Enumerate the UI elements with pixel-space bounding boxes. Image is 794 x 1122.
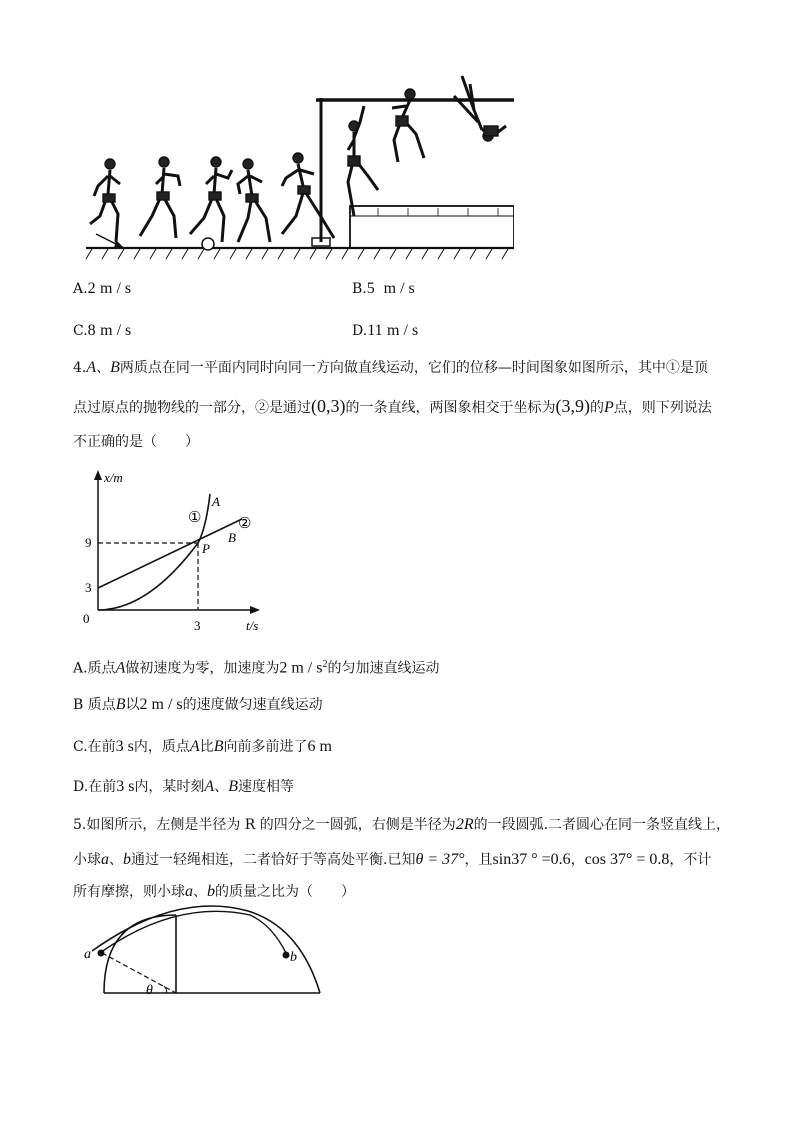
q3-option-b[interactable]: B.5 m / s [352,280,415,297]
q4-stem-line3: 不正确的是（ ） [73,434,199,450]
q3-option-d[interactable]: D.11 m / s [352,322,419,339]
high-jump-figure [78,66,514,262]
curve1-name: A [212,494,220,509]
q3-option-a[interactable]: A.2 m / s [73,280,132,297]
angle-arc [164,986,167,993]
line-b [98,519,242,588]
ball-b [283,952,290,959]
q4-xt-graph [78,466,268,638]
q3-option-c[interactable]: C.8 m / s [73,322,132,339]
ball-a [98,950,105,957]
large-arc [92,906,320,993]
label-theta: θ [146,983,153,998]
origin-label: 0 [83,611,90,626]
rope [100,911,286,953]
q4-option-c[interactable]: C.在前3 s内，质点A比B向前多前进了6 m [73,738,332,755]
x-axis-label: t/s [246,618,259,633]
label-b: b [290,950,297,965]
x-axis-arrow [250,606,260,614]
q4-option-b[interactable]: B 质点B以2 m / s的速度做匀速直线运动 [73,696,323,713]
q5-stem-line3: 所有摩擦，则小球a、b的质量之比为（ ） [73,883,355,900]
y-axis-label: x/m [104,470,123,485]
q4-stem-line2: 点过原点的抛物线的一部分，②是通过(0,3)的一条直线，两图象相交于坐标为(3,9)的P点，则下列说法 [73,396,712,416]
q4-stem-line1: 4.A、B两质点在同一平面内同时向同一方向做直线运动，它们的位移—时间图象如图所示，其中①是顶 [73,359,708,376]
q5-stem-line1: 5.如图所示，左侧是半径为 R 的四分之一圆弧，右侧是半径为2R的一段圆弧.二者圆心在同一条竖直线上， [73,816,731,833]
x-tick-3: 3 [194,618,201,633]
point-p-label: P [202,541,210,556]
quarter-arc [104,915,176,993]
curve2-mark: ② [238,516,252,532]
curve2-name: B [228,530,236,545]
q4-option-d[interactable]: D.在前3 s内，某时刻A、B速度相等 [73,778,294,795]
curve1-mark: ① [188,510,202,526]
q5-stem-line2: 小球a、b通过一轻绳相连，二者恰好于等高处平衡.已知θ = 37°，且sin37 ° =0.6，cos 37° = 0.8，不计 [73,851,712,868]
y-axis-arrow [94,470,102,480]
q4-option-a[interactable]: A.质点A做初速度为零，加速度为2 m / $s^2$的匀加速直线运动 [73,659,440,677]
q5-arc-figure [72,905,328,1001]
label-a: a [84,947,91,962]
y-tick-3: 3 [85,580,92,595]
y-tick-9: 9 [85,535,92,550]
